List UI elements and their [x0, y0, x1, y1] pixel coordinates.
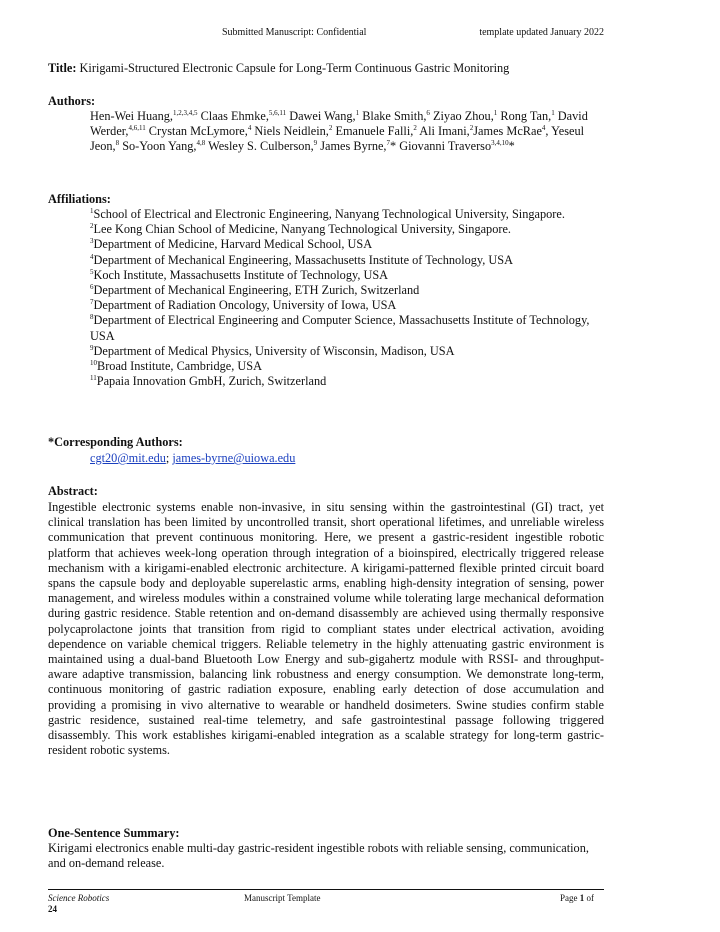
author-affiliation-marker: 1,2,3,4,5: [173, 109, 198, 117]
title-label: Title:: [48, 61, 77, 75]
affiliation-number: 3: [90, 237, 94, 246]
authors-list: [90, 109, 604, 155]
author-affiliation-marker: 5,6,11: [268, 109, 287, 117]
affiliation-item: [90, 313, 604, 343]
author-name: Wesley S. Culberson,: [205, 139, 314, 154]
affiliation-item: [90, 207, 604, 222]
affiliation-item: [90, 359, 604, 374]
author-name: Blake Smith,: [359, 109, 427, 123]
author-affiliation-marker: 4,6,11: [128, 124, 146, 133]
affiliation-text: Department of Medical Physics, University of Wisconsin, Madison, USA: [93, 343, 455, 358]
footer-rule: [48, 889, 604, 890]
title-line: [48, 61, 604, 76]
paper-title: Kirigami-Structured Electronic Capsule for Long-Term Continuous Gastric Monitoring: [79, 61, 510, 75]
page-prefix: Page: [560, 893, 580, 903]
journal-name: Science Robotics: [48, 893, 110, 903]
page-of: of: [584, 893, 594, 903]
author-name: Ziyao Zhou,: [429, 109, 494, 123]
affiliation-text: Koch Institute, Massachusetts Institute of Technology, USA: [93, 267, 389, 282]
summary-heading: One-Sentence Summary:: [48, 826, 180, 840]
author-name: Claas Ehmke,: [197, 109, 269, 123]
author-affiliation-marker: 6: [426, 109, 430, 117]
affiliation-number: 1: [90, 207, 94, 215]
affiliation-text: Department of Mechanical Engineering, Massachusetts Institute of Technology, USA: [93, 252, 514, 267]
author-name: James McRae: [473, 124, 542, 139]
author-name: , Yeseul Jeon,: [90, 124, 585, 154]
author-affiliation-marker: 2: [413, 124, 417, 133]
affiliations-heading: Affiliations:: [48, 192, 111, 206]
confidential-label: Submitted Manuscript: Confidential: [222, 27, 367, 38]
summary-text: Kirigami electronics enable multi-day gastric-resident ingestible robots with reliable sensing, communication, and on-demand release.: [48, 841, 589, 871]
affiliations-list: [90, 207, 604, 389]
author-affiliation-marker: 4: [541, 124, 546, 133]
affiliation-text: Broad Institute, Cambridge, USA: [97, 359, 262, 374]
affiliation-number: 7: [90, 298, 94, 307]
author-affiliation-marker: 2: [469, 124, 474, 133]
affiliation-text: Papaia Innovation GmbH, Zurich, Switzerland: [96, 374, 327, 389]
affiliation-number: 11: [90, 374, 97, 383]
author-name: David Werder,: [90, 109, 588, 139]
affiliation-item: [90, 237, 604, 252]
affiliation-text: Department of Medicine, Harvard Medical School, USA: [93, 237, 373, 252]
author-affiliation-marker: 9: [313, 139, 318, 148]
page-current: 1: [579, 893, 585, 903]
affiliation-item: [90, 298, 604, 313]
affiliation-item: [90, 222, 604, 237]
template-updated-label: template updated January 2022: [479, 27, 604, 38]
affiliation-number: 10: [90, 359, 97, 368]
affiliation-item: [90, 374, 604, 389]
affiliation-item: [90, 344, 604, 359]
author-affiliation-marker: 1: [551, 109, 555, 117]
affiliation-number: 4: [90, 252, 94, 261]
page-total: 24: [48, 904, 57, 914]
affiliation-number: 2: [90, 222, 94, 231]
email-separator: ;: [165, 451, 173, 465]
author-affiliation-marker: 1: [493, 109, 498, 117]
affiliation-text: Department of Electrical Engineering and Computer Science, Massachusetts Institute of Technology, USA: [90, 313, 590, 343]
author-name: Dawei Wang,: [286, 109, 356, 123]
email-link-byrne[interactable]: james-byrne@uiowa.edu: [172, 451, 296, 465]
affiliation-item: [90, 268, 604, 283]
affiliation-number: 8: [90, 313, 94, 322]
author-name: *: [508, 139, 515, 154]
author-name: Rong Tan,: [497, 109, 552, 123]
author-name: Emanuele Falli,: [332, 124, 414, 139]
author-name: Ali Imani,: [416, 124, 470, 139]
author-affiliation-marker: 4: [247, 124, 252, 133]
abstract-heading: Abstract:: [48, 484, 98, 498]
author-name: Hen-Wei Huang,: [90, 109, 174, 123]
author-name: Niels Neidlein,: [251, 124, 329, 139]
abstract-text: Ingestible electronic systems enable non-invasive, in situ sensing within the gastrointestinal (GI) tract, yet clinical translation has been limited by uncontrolled transit, short operational lifetimes, and unreliable wireless communication that prevent continuous monitoring. Here, we present a gastric-resident ingestible robotic platform that achieves week-long operation through integration of a bioinspired, electrically triggered release mechanism with a kirigami-enabled electronic architecture. A kirigami-patterned flexible printed circuit board spans the capsule body and deployable superelastic arms, enabling high-density integration of sensing, power management, and wireless modules within a constrained volume while tolerating large mechanical deformation during gastric residence. Stable retention and on-demand disassembly are achieved using thermally responsive polycaprolactone joints that transition from rigid to compliant states under electrical activation, avoiding dependence on variable chemical triggers. Reliable telemetry in the highly attenuating gastric environment is maintained using a dual-band Bluetooth Low Energy and sub-gigahertz module with RSSI- and throughput-aware adaptive transmission, balancing link robustness and energy consumption. We demonstrate long-term, continuous monitoring of gastric radiation exposure, enabling early detection of dose accumulation and providing a promising in vivo alternative to wearable or handheld dosimeters. Swine studies confirm stable gastric residence, sustained real-time telemetry, and safe gastrointestinal passage following triggered disassembly. This work establishes kirigami-enabled integration as a scalable strategy for long-term gastric-resident robotic systems.: [48, 500, 604, 758]
affiliation-text: Department of Radiation Oncology, University of Iowa, USA: [93, 298, 397, 313]
author-name: Crystan McLymore,: [145, 124, 248, 139]
email-link-traverso[interactable]: cgt20@mit.edu: [90, 451, 166, 465]
corresponding-emails: [90, 451, 604, 466]
author-name: James Byrne,: [317, 139, 387, 154]
author-affiliation-marker: 4,8: [196, 139, 206, 148]
page-number: [560, 893, 594, 904]
affiliation-text: Lee Kong Chian School of Medicine, Nanyang Technological University, Singapore.: [93, 222, 511, 237]
author-name: * Giovanni Traverso: [390, 139, 492, 154]
author-affiliation-marker: 7: [386, 139, 390, 148]
affiliation-number: 5: [90, 267, 94, 276]
affiliation-item: [90, 283, 604, 298]
author-affiliation-marker: 8: [115, 139, 120, 148]
affiliation-text: Department of Mechanical Engineering, ETH Zurich, Switzerland: [93, 283, 420, 298]
affiliation-number: 6: [90, 283, 94, 292]
author-name: So-Yoon Yang,: [119, 139, 197, 154]
author-affiliation-marker: 2: [328, 124, 333, 133]
corresponding-heading: *Corresponding Authors:: [48, 435, 183, 449]
running-header: [48, 26, 604, 40]
author-affiliation-marker: 3,4,10: [491, 139, 509, 148]
template-label: Manuscript Template: [244, 893, 321, 903]
authors-heading: Authors:: [48, 94, 96, 108]
affiliation-number: 9: [90, 343, 94, 352]
affiliation-text: School of Electrical and Electronic Engineering, Nanyang Technological University, Singapore.: [93, 207, 565, 221]
author-affiliation-marker: 1: [355, 109, 360, 117]
affiliation-item: [90, 253, 604, 268]
